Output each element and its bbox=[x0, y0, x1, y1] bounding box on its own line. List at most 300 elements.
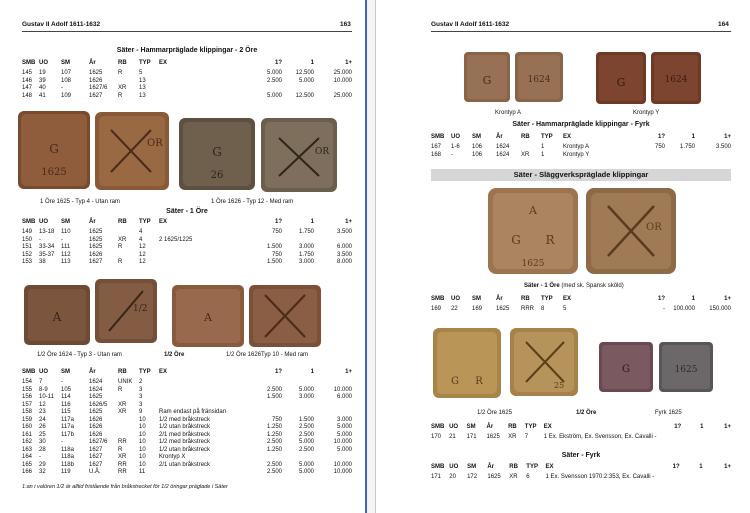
table-cell: 10.000 bbox=[333, 469, 352, 475]
table-cell: XR bbox=[509, 474, 518, 480]
table-cell: 10 bbox=[139, 424, 146, 430]
table-cell: 106 bbox=[472, 151, 483, 158]
table-cell: 111 bbox=[61, 244, 71, 250]
table-cell: 3.500 bbox=[336, 251, 352, 258]
table-row bbox=[22, 229, 352, 237]
table-cell: 164 bbox=[22, 454, 33, 460]
running-head-right: Gustav II Adolf 1611-1632 bbox=[431, 21, 510, 28]
table-cell: 5 bbox=[563, 306, 567, 312]
col-ex: EX bbox=[159, 369, 168, 375]
col-ex: EX bbox=[545, 464, 554, 470]
table-cell: 6.000 bbox=[336, 394, 352, 400]
table-cell: XR bbox=[118, 409, 127, 415]
table-cell: 8-9 bbox=[39, 386, 48, 393]
col-year: År bbox=[496, 134, 503, 140]
table-cell bbox=[159, 93, 244, 101]
table-cell: 149 bbox=[22, 229, 33, 235]
table-cell: 10 bbox=[139, 431, 146, 438]
table-cell: 1 Ex. Ekström, Ex. Svensson, Ex. Cavalli - bbox=[543, 434, 657, 440]
table-cell: 2.500 bbox=[298, 431, 314, 438]
col-rb: RB bbox=[521, 296, 530, 302]
table-cell: 13 bbox=[139, 77, 146, 84]
footnote: 1:an i valören 1/2 är alltid fristående från bråkstrecket för 1/2 öringar präglade i Säter bbox=[22, 484, 228, 490]
col-smb: SMB bbox=[431, 424, 445, 430]
coin-fyrk-kronY-obv bbox=[594, 50, 648, 106]
table-cell: 153 bbox=[22, 259, 33, 265]
caption-2ore-right: 1 Öre 1626 - Typ 12 - Med ram bbox=[211, 199, 294, 205]
table-row bbox=[22, 462, 352, 470]
table-cell: 7 bbox=[39, 379, 43, 385]
table-cell: 4 bbox=[139, 236, 143, 243]
table-sater-fyrk bbox=[431, 464, 731, 482]
table-fyrk bbox=[431, 134, 731, 159]
table-cell: 1/2 utan bråkstreck bbox=[159, 446, 211, 453]
coin-fyrk-1625-rev bbox=[657, 340, 715, 394]
table-cell: 159 bbox=[22, 416, 33, 423]
table-cell: 35-37 bbox=[39, 251, 55, 258]
coin-fyrk-kronA-obv bbox=[462, 50, 512, 104]
col-sm: SM bbox=[61, 60, 70, 66]
col-grade-1q: 1? bbox=[274, 219, 282, 225]
table-cell: 3.000 bbox=[298, 259, 314, 265]
table-cell: 3 bbox=[139, 394, 143, 400]
table-cell bbox=[118, 252, 139, 260]
col-smb: SMB bbox=[431, 464, 445, 470]
table-cell: 6 bbox=[526, 474, 530, 480]
table-cell: R bbox=[118, 446, 123, 453]
table-cell: 1.500 bbox=[266, 259, 282, 265]
table-cell: 1626 bbox=[89, 251, 103, 258]
table-cell: 170 bbox=[431, 434, 442, 440]
table-cell bbox=[159, 379, 244, 387]
col-typ: TYP bbox=[524, 424, 537, 430]
col-uo: UO bbox=[39, 219, 48, 225]
table-cell: RR bbox=[118, 469, 127, 475]
caption-fyrk-1625: Fyrk 1625 bbox=[655, 410, 682, 416]
table-cell: 7 bbox=[524, 434, 529, 440]
table-cell: 40 bbox=[39, 85, 46, 91]
table-cell bbox=[282, 409, 314, 417]
table-cell: 1625 bbox=[89, 394, 103, 400]
table-cell: 1626 bbox=[89, 431, 103, 438]
svg-text:26: 26 bbox=[210, 170, 224, 181]
table-cell bbox=[695, 152, 731, 160]
col-grade-1plus: 1+ bbox=[724, 296, 731, 302]
table-cell: 1625 bbox=[496, 306, 510, 312]
table-cell: - bbox=[61, 236, 63, 243]
col-ex: EX bbox=[563, 134, 572, 140]
table-cell: 25 bbox=[39, 431, 46, 438]
table-cell: 26 bbox=[39, 424, 46, 430]
col-grade-1plus: 1+ bbox=[345, 219, 352, 225]
table-cell: 168 bbox=[431, 151, 442, 158]
right-page bbox=[376, 0, 750, 513]
svg-text:OR: OR bbox=[315, 147, 330, 157]
col-grade-1q: 1? bbox=[657, 134, 665, 140]
table-cell: 3.000 bbox=[298, 244, 314, 250]
table-cell: 145 bbox=[22, 70, 33, 76]
col-ex: EX bbox=[159, 219, 168, 225]
coin-2ore-1626-obv bbox=[177, 116, 257, 192]
caption-spansk-bold: Säter - 1 Öre bbox=[524, 283, 560, 289]
table-cell: 10 bbox=[139, 454, 146, 460]
table-cell: 750 bbox=[271, 251, 282, 258]
table-cell: 1627/6 bbox=[89, 85, 108, 91]
table-cell: 171 bbox=[431, 474, 442, 480]
table-cell: - bbox=[61, 85, 63, 91]
col-smb: SMB bbox=[22, 219, 36, 225]
table-cell: 1.250 bbox=[266, 424, 282, 430]
table-cell: 1624 bbox=[496, 151, 510, 158]
table-cell: 1625 bbox=[89, 236, 103, 243]
table-halfore-1625 bbox=[431, 424, 731, 442]
table-header-row bbox=[431, 464, 731, 474]
table-cell: 1627 bbox=[89, 446, 103, 453]
table-cell: 156 bbox=[22, 394, 33, 400]
table-cell: 166 bbox=[22, 469, 33, 475]
table-cell: 1.250 bbox=[266, 446, 282, 453]
svg-text:OR: OR bbox=[147, 138, 163, 149]
table-cell: Krontyp X bbox=[159, 454, 186, 460]
col-grade-1: 1 bbox=[310, 219, 314, 225]
col-year: År bbox=[89, 219, 96, 225]
table-cell bbox=[282, 402, 314, 410]
caption-spansk-rest: (med sk. Spansk sköld) bbox=[559, 283, 624, 289]
table-row bbox=[22, 424, 352, 432]
coin-1ore-spansk-obv bbox=[486, 186, 580, 276]
coin-halfore-1624-obv bbox=[22, 283, 92, 347]
table-cell: RRR bbox=[521, 306, 534, 312]
table-header-row bbox=[431, 134, 731, 144]
col-year: År bbox=[487, 464, 495, 470]
svg-text:G: G bbox=[482, 74, 492, 87]
coin-halfore-1624-rev bbox=[93, 277, 159, 345]
col-grade-1q: 1? bbox=[657, 296, 665, 302]
table-cell: 161 bbox=[22, 431, 33, 438]
table-cell bbox=[282, 454, 314, 462]
table-cell: XR bbox=[508, 434, 517, 440]
table-cell: 115 bbox=[61, 409, 71, 415]
table-cell: 117a bbox=[61, 416, 74, 423]
col-uo: UO bbox=[451, 296, 460, 302]
table-cell bbox=[159, 402, 244, 410]
table-cell: XR bbox=[521, 151, 530, 158]
coin-2ore-1625-obv bbox=[16, 109, 92, 191]
svg-text:25: 25 bbox=[554, 381, 565, 390]
table-cell: 1627/6 bbox=[89, 439, 108, 445]
page-gutter bbox=[365, 0, 376, 513]
col-rb: RB bbox=[508, 424, 517, 430]
table-cell: RR bbox=[118, 439, 127, 445]
col-grade-1plus: 1+ bbox=[724, 134, 731, 140]
col-grade-1plus: 1+ bbox=[345, 60, 352, 66]
table-cell: 2 bbox=[139, 379, 143, 385]
caption-2ore-left: 1 Öre 1625 - Typ 4 - Utan ram bbox=[40, 199, 120, 205]
svg-text:1/2: 1/2 bbox=[133, 304, 148, 314]
table-cell: 3.000 bbox=[336, 416, 352, 423]
table-header-row bbox=[22, 369, 352, 379]
col-uo: UO bbox=[451, 134, 460, 140]
svg-text:A: A bbox=[52, 310, 62, 324]
table-cell: R bbox=[118, 70, 123, 76]
table-cell bbox=[159, 85, 244, 93]
table-cell: 29 bbox=[39, 461, 46, 468]
col-grade-1q: 1? bbox=[274, 60, 282, 66]
coin-fyrk-kronY-rev bbox=[649, 50, 703, 106]
table-cell: 110 bbox=[61, 229, 71, 235]
table-cell bbox=[118, 432, 139, 440]
table-cell: XR bbox=[118, 401, 127, 408]
col-sm: SM bbox=[472, 134, 481, 140]
table-cell bbox=[159, 387, 244, 395]
table-cell: 116 bbox=[61, 401, 71, 408]
table-cell: 5.000 bbox=[336, 431, 352, 438]
header-rule-left bbox=[22, 31, 352, 32]
table-cell: 12.500 bbox=[295, 70, 314, 76]
caption-halfore-mid: 1/2 Öre bbox=[164, 352, 185, 358]
table-cell: 12.500 bbox=[295, 92, 314, 99]
table-cell: 108 bbox=[61, 77, 72, 84]
table-cell: 106 bbox=[472, 144, 483, 150]
table-cell: 10 bbox=[139, 439, 146, 445]
table-halfore bbox=[22, 369, 352, 477]
table-cell: 109 bbox=[61, 92, 72, 99]
table-row bbox=[22, 394, 352, 402]
table-cell: 5.000 bbox=[266, 70, 282, 76]
table-cell: 1626 bbox=[89, 416, 103, 423]
table-cell: 10 bbox=[139, 446, 146, 453]
table-cell: 1/2 med bråkstreck bbox=[159, 416, 211, 423]
col-uo: UO bbox=[449, 464, 459, 470]
table-cell bbox=[654, 474, 679, 482]
table-cell: 12 bbox=[139, 244, 146, 250]
table-cell: 25.000 bbox=[333, 92, 352, 99]
table-cell: 2.500 bbox=[266, 461, 282, 468]
table-row bbox=[22, 439, 352, 447]
col-grade-1plus: 1+ bbox=[345, 369, 352, 375]
table-row bbox=[22, 409, 352, 417]
col-uo: UO bbox=[39, 60, 48, 66]
table-header-row bbox=[22, 60, 352, 70]
table-cell: - bbox=[39, 454, 41, 460]
col-sm: SM bbox=[467, 464, 477, 470]
col-typ: TYP bbox=[139, 60, 151, 66]
table-row bbox=[22, 85, 352, 93]
table-row bbox=[22, 259, 352, 267]
col-year: År bbox=[496, 296, 503, 302]
svg-text:OR: OR bbox=[646, 222, 662, 233]
table-cell bbox=[159, 394, 244, 402]
col-grade-1q: 1? bbox=[674, 424, 682, 430]
table-cell: 172 bbox=[467, 474, 478, 480]
table-cell bbox=[244, 409, 282, 417]
svg-text:1624: 1624 bbox=[664, 75, 688, 85]
table-row bbox=[22, 387, 352, 395]
coin-2ore-1625-rev bbox=[93, 110, 171, 192]
table-cell: 2/1 med bråkstreck bbox=[159, 431, 211, 438]
table-cell: 1624 bbox=[496, 144, 510, 150]
table-cell: 2.500 bbox=[266, 77, 282, 84]
table-row bbox=[22, 252, 352, 260]
table-cell bbox=[244, 237, 282, 245]
table-cell bbox=[314, 379, 352, 387]
table-cell: 1625 bbox=[89, 409, 103, 415]
table-cell: 19 bbox=[39, 70, 46, 76]
table-cell: 12 bbox=[39, 401, 46, 408]
table-cell: 1625 bbox=[89, 229, 103, 235]
table-cell: 39 bbox=[39, 77, 46, 84]
caption-halfore-left: 1/2 Öre 1624 - Typ 3 - Utan ram bbox=[37, 352, 122, 358]
table-cell bbox=[244, 402, 282, 410]
table-cell: 10-11 bbox=[39, 394, 54, 400]
table-cell: 1627 bbox=[89, 259, 103, 265]
svg-text:G: G bbox=[511, 233, 521, 247]
col-ex: EX bbox=[159, 60, 168, 66]
table-cell: 154 bbox=[22, 379, 33, 385]
table-cell bbox=[282, 237, 314, 245]
table-header-row bbox=[431, 424, 731, 434]
table-cell: 171 bbox=[466, 434, 477, 440]
table-cell: 2/1 utan bråkstreck bbox=[159, 461, 211, 468]
table-cell: 1.250 bbox=[266, 431, 282, 438]
col-sm: SM bbox=[472, 296, 481, 302]
table-cell: 1 bbox=[541, 151, 545, 158]
section-title-fyrk: Säter - Hammarpräglade klippingar - Fyrk bbox=[512, 121, 650, 128]
caption-halfore: 1/2 Öre bbox=[576, 410, 597, 416]
col-typ: TYP bbox=[139, 219, 151, 225]
table-cell: 5.000 bbox=[298, 77, 314, 84]
table-cell: 1/2 med bråkstreck bbox=[159, 439, 211, 445]
col-sm: SM bbox=[61, 219, 70, 225]
svg-text:G: G bbox=[622, 364, 630, 375]
coin-halfore-1626-rev bbox=[247, 283, 323, 349]
table-cell: 28 bbox=[39, 446, 46, 453]
table-cell: 11 bbox=[139, 469, 146, 475]
table-cell: 2.500 bbox=[298, 424, 314, 430]
table-cell: 1625 bbox=[486, 434, 500, 440]
table-cell: 4 bbox=[139, 229, 143, 235]
col-rb: RB bbox=[118, 60, 127, 66]
coin-fyrk-1625-obv bbox=[597, 340, 655, 394]
table-cell: 1.750 bbox=[679, 144, 695, 150]
col-smb: SMB bbox=[22, 60, 36, 66]
col-sm: SM bbox=[61, 369, 70, 375]
table-cell bbox=[314, 409, 352, 417]
coin-halfore-1625-obv bbox=[431, 326, 503, 400]
table-cell bbox=[118, 424, 139, 432]
table-cell bbox=[159, 259, 244, 267]
col-rb: RB bbox=[118, 219, 127, 225]
section-title-2ore: Säter - Hammarpräglade klippingar - 2 Öre bbox=[116, 47, 258, 54]
table-cell: Krontyp Y bbox=[563, 151, 590, 158]
table-cell: 1.500 bbox=[266, 244, 282, 250]
table-cell bbox=[159, 78, 244, 86]
col-grade-1: 1 bbox=[310, 369, 314, 375]
table-cell: 113 bbox=[61, 259, 71, 265]
coin-fyrk-kronA-rev bbox=[513, 50, 565, 104]
table-cell: 119 bbox=[61, 469, 71, 475]
caption-krontyp-a: Krontyp A bbox=[495, 110, 522, 116]
table-cell bbox=[681, 434, 703, 442]
table-cell: 2.500 bbox=[298, 446, 314, 453]
table-cell bbox=[159, 70, 244, 78]
table-cell bbox=[244, 379, 282, 387]
table-cell: 163 bbox=[22, 446, 33, 453]
table-cell: 750 bbox=[654, 144, 665, 150]
col-rb: RB bbox=[521, 134, 530, 140]
table-cell: 3.000 bbox=[298, 394, 314, 400]
coin-halfore-1626-obv bbox=[170, 283, 246, 349]
table-cell: 2.500 bbox=[266, 469, 282, 475]
col-typ: TYP bbox=[526, 464, 538, 470]
table-row bbox=[431, 434, 731, 442]
coin-1ore-spansk-rev bbox=[584, 186, 678, 276]
table-row bbox=[431, 306, 731, 314]
table-cell: 30 bbox=[39, 439, 46, 445]
table-row bbox=[22, 78, 352, 86]
col-grade-1: 1 bbox=[691, 296, 695, 302]
section-title-1ore: Säter - 1 Öre bbox=[166, 208, 208, 215]
col-uo: UO bbox=[449, 424, 459, 430]
table-cell: 1.750 bbox=[298, 251, 314, 258]
table-cell: 107 bbox=[61, 70, 72, 76]
table-cell: R bbox=[118, 259, 123, 265]
table-cell: 1624 bbox=[89, 379, 103, 385]
col-smb: SMB bbox=[431, 134, 445, 140]
col-grade-1: 1 bbox=[691, 134, 695, 140]
table-cell bbox=[118, 417, 139, 425]
table-cell: - bbox=[39, 236, 41, 243]
table-cell: 750 bbox=[271, 416, 282, 423]
table-cell: 5.000 bbox=[298, 469, 314, 475]
col-year: År bbox=[89, 60, 96, 66]
table-cell: 13 bbox=[139, 92, 146, 99]
table-cell: 3.500 bbox=[336, 229, 352, 235]
table-cell: 118a bbox=[61, 454, 74, 460]
table-cell: 750 bbox=[271, 229, 282, 235]
table-cell: 2 1625/1225 bbox=[159, 236, 193, 243]
table-row bbox=[431, 144, 731, 152]
page-number-right: 164 bbox=[718, 21, 729, 28]
table-row bbox=[22, 454, 352, 462]
table-cell: 12 bbox=[139, 251, 146, 258]
svg-text:G: G bbox=[616, 76, 626, 89]
table-cell: 8.000 bbox=[336, 259, 352, 265]
table-cell: XR bbox=[118, 236, 127, 243]
table-cell: 169 bbox=[431, 306, 442, 312]
table-cell: 1-6 bbox=[451, 144, 460, 150]
col-smb: SMB bbox=[22, 369, 36, 375]
table-cell: 9 bbox=[139, 409, 143, 415]
table-row bbox=[22, 70, 352, 78]
table-cell: 1626 bbox=[89, 77, 103, 84]
col-typ: TYP bbox=[139, 369, 151, 375]
table-cell: 155 bbox=[22, 386, 33, 393]
table-cell: 10.000 bbox=[333, 461, 352, 468]
table-row bbox=[22, 469, 352, 477]
table-row bbox=[22, 244, 352, 252]
col-rb: RB bbox=[509, 464, 518, 470]
table-cell bbox=[656, 434, 681, 442]
col-ex: EX bbox=[543, 424, 552, 430]
svg-text:1624: 1624 bbox=[527, 75, 551, 85]
table-cell: 1627 bbox=[89, 461, 103, 468]
svg-text:G: G bbox=[451, 376, 459, 387]
table-row bbox=[22, 379, 352, 387]
col-grade-1: 1 bbox=[310, 60, 314, 66]
table-cell: 38 bbox=[39, 259, 46, 265]
table-cell: XR bbox=[118, 85, 127, 91]
